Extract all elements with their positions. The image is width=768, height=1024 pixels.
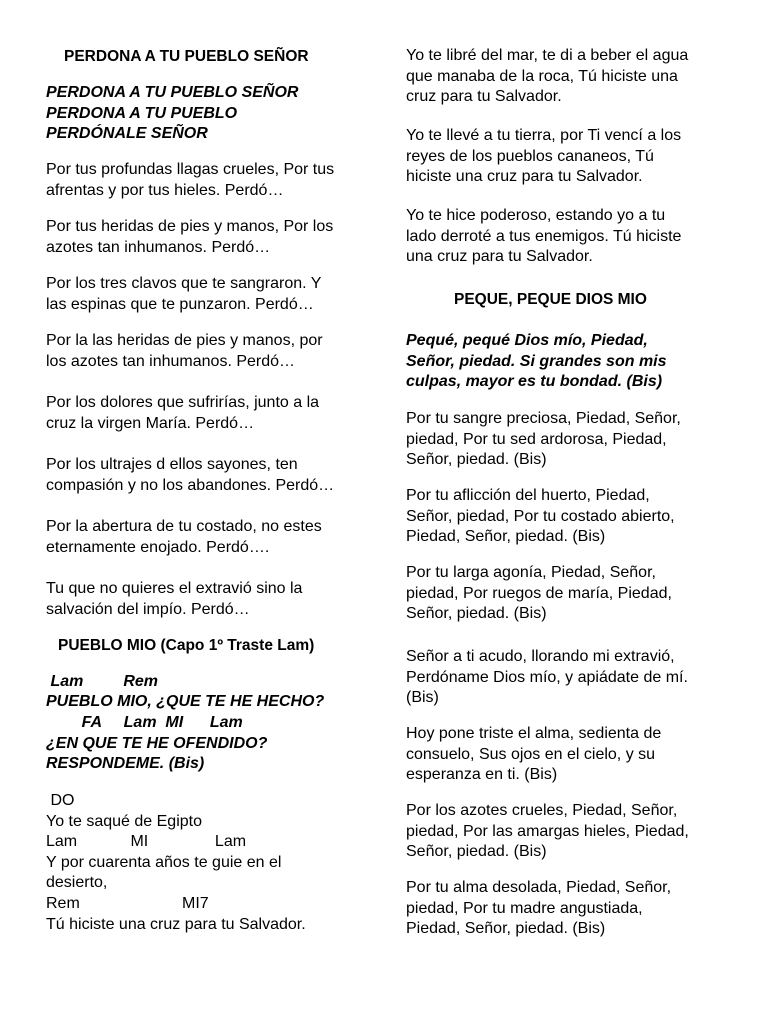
chorus-pueblo-line-2: ¿EN QUE TE HE OFENDIDO? [46,735,268,752]
verse-perdona-1: Por tus profundas llagas crueles, Por tus afrentas y por tus hieles. Perdó… [46,161,335,199]
verse-peque-7: Por tu alma desolada, Piedad, Señor, piedad, Por tu madre angustiada, Piedad, Señor, piedad. (Bis) [406,879,672,937]
chorus-perdona: PERDONA A TU PUEBLO SEÑOR PERDONA A TU PUEBLO PERDÓNALE SEÑOR [46,84,299,142]
verse-pueblo-chords-3: Rem MI7 [46,895,209,912]
chorus-peque: Pequé, pequé Dios mío, Piedad, Señor, piedad. Si grandes son mis culpas, mayor es tu bondad. (Bis) [406,332,667,390]
verse-pueblo-right-2: Yo te llevé a tu tierra, por Ti vencí a los reyes de los pueblos cananeos, Tú hiciste una cruz para tu Salvador. [406,127,682,185]
chorus-pueblo-line-3: RESPONDEME. (Bis) [46,755,205,772]
verse-perdona-3: Por los tres clavos que te sangraron. Y las espinas que te punzaron. Perdó… [46,275,322,313]
verse-perdona-7: Por la abertura de tu costado, no estes eternamente enojado. Perdó…. [46,518,322,556]
verse-perdona-2: Por tus heridas de pies y manos, Por los azotes tan inhumanos. Perdó… [46,218,334,256]
verse-pueblo-line-2: Y por cuarenta años te guie en el [46,854,282,871]
verse-pueblo-right-3: Yo te hice poderoso, estando yo a tu lado derroté a tus enemigos. Tú hiciste una cruz para tu Salvador. [406,207,682,265]
song-title-peque: PEQUE, PEQUE DIOS MIO [454,291,647,308]
verse-pueblo-line-4: Tú hiciste una cruz para tu Salvador. [46,916,306,933]
verse-perdona-5: Por los dolores que sufrirías, junto a la cruz la virgen María. Perdó… [46,394,320,432]
chorus-pueblo-chords-2: FA Lam MI Lam [46,714,243,731]
verse-pueblo-chords-1: DO [46,792,75,809]
verse-pueblo-line-1: Yo te saqué de Egipto [46,813,202,830]
song-title-pueblo-mio: PUEBLO MIO (Capo 1º Traste Lam) [58,637,315,654]
verse-pueblo-right-1: Yo te libré del mar, te di a beber el agua que manaba de la roca, Tú hiciste una cruz para tu Salvador. [406,47,689,105]
verse-peque-1: Por tu sangre preciosa, Piedad, Señor, piedad, Por tu sed ardorosa, Piedad, Señor, piedad. (Bis) [406,410,681,468]
verse-perdona-8: Tu que no quieres el extravió sino la salvación del impío. Perdó… [46,580,303,618]
verse-perdona-4: Por la las heridas de pies y manos, por los azotes tan inhumanos. Perdó… [46,332,323,370]
chorus-pueblo-line-1: PUEBLO MIO, ¿QUE TE HE HECHO? [46,693,325,710]
verse-peque-2: Por tu aflicción del huerto, Piedad, Señor, piedad, Por tu costado abierto, Piedad, Señor, piedad. (Bis) [406,487,675,545]
verse-pueblo-chords-2: Lam MI Lam [46,833,247,850]
verse-perdona-6: Por los ultrajes d ellos sayones, ten compasión y no los abandones. Perdó… [46,456,335,494]
chorus-pueblo-chords-1: Lam Rem [46,673,159,690]
verse-peque-5: Hoy pone triste el alma, sedienta de consuelo, Sus ojos en el cielo, y su esperanza en ti. (Bis) [406,725,662,783]
verse-peque-3: Por tu larga agonía, Piedad, Señor, piedad, Por ruegos de maría, Piedad, Señor, piedad. (Bis) [406,564,672,622]
verse-peque-4: Señor a ti acudo, llorando mi extravió, Perdóname Dios mío, y apiádate de mí. (Bis) [406,648,688,706]
song-title-perdona: PERDONA A TU PUEBLO SEÑOR [64,48,309,65]
verse-peque-6: Por los azotes crueles, Piedad, Señor, piedad, Por las amargas hieles, Piedad, Señor, piedad. (Bis) [406,802,689,860]
verse-pueblo-line-3: desierto, [46,874,108,891]
